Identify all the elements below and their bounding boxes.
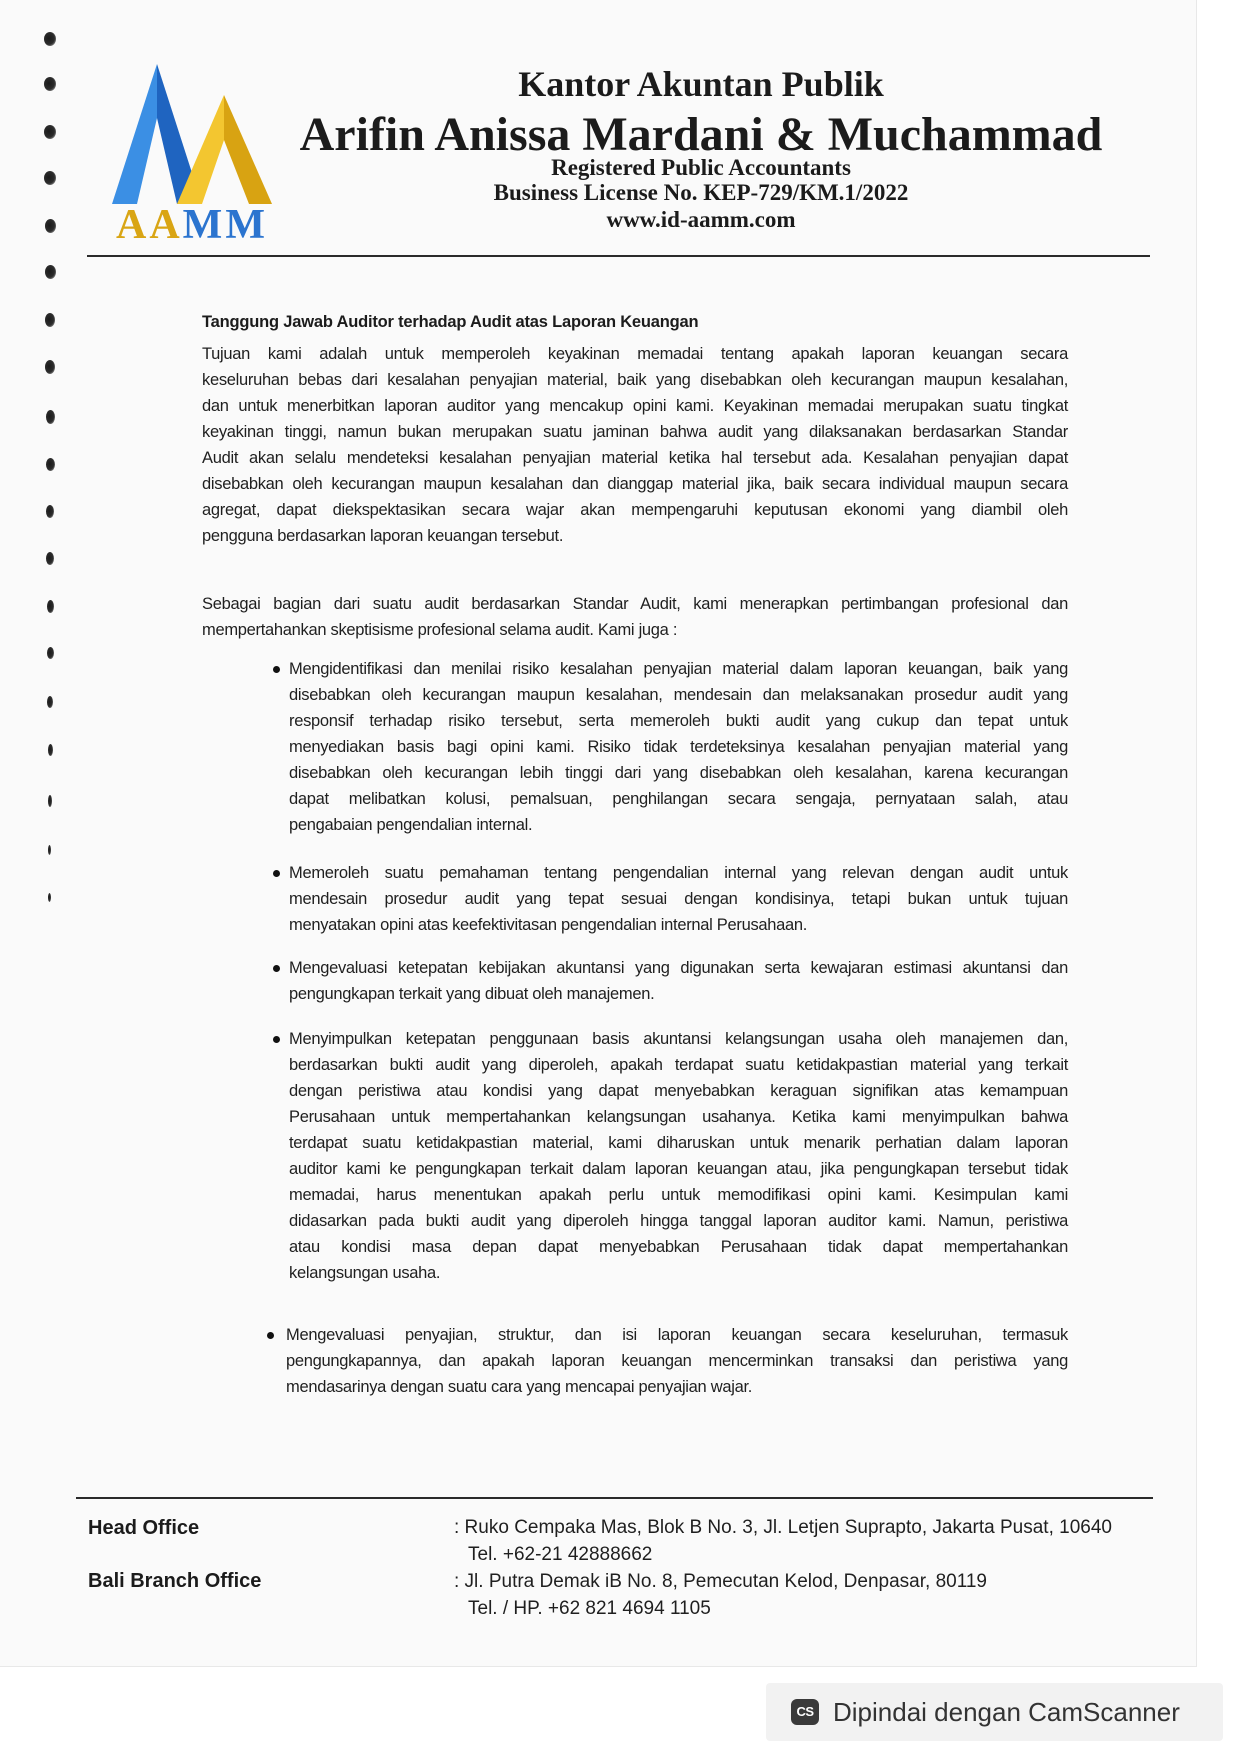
logo-blue-peak-left bbox=[112, 64, 157, 204]
binding-mark bbox=[44, 125, 56, 139]
logo-text-gold: AA bbox=[116, 202, 183, 248]
text-line: terdapat suatu ketidakpastian material, kami diharuskan untuk menarik perhatian dalam laporan bbox=[289, 1134, 1068, 1152]
bullet-item bbox=[289, 1026, 1068, 1286]
binding-mark bbox=[45, 219, 56, 233]
text-line: mendesain prosedur audit yang tepat sesuai dengan kondisinya, tetapi bukan untuk tujuan bbox=[289, 890, 1068, 908]
text-line: dapat melibatkan kolusi, pemalsuan, penghilangan secara sengaja, pernyataan salah, atau bbox=[289, 790, 1068, 808]
text-line: Menyimpulkan ketepatan penggunaan basis akuntansi kelangsungan usaha oleh manajemen dan, bbox=[289, 1030, 1068, 1048]
text-line: keyakinan tinggi, namun bukan merupakan suatu jaminan bahwa audit yang dilaksanakan berdasarkan Standar bbox=[202, 423, 1068, 441]
logo-gold-peak-right bbox=[224, 95, 272, 204]
bullet-marker bbox=[267, 1332, 274, 1339]
binding-mark bbox=[46, 410, 55, 424]
text-line: menyatakan opini atas keefektivitasan pengendalian internal Perusahaan. bbox=[289, 916, 808, 934]
license-number: Business License No. KEP-729/KM.1/2022 bbox=[493, 180, 909, 205]
bullet-item bbox=[289, 860, 1068, 938]
text-line: keseluruhan bebas dari kesalahan penyajian material, baik yang disebabkan oleh kecurangan maupun kesalahan, bbox=[202, 371, 1068, 389]
text-line: pengabaian pengendalian internal. bbox=[289, 816, 533, 834]
binding-mark bbox=[46, 552, 54, 565]
bullet-marker bbox=[273, 1036, 280, 1043]
bullet-item bbox=[289, 955, 1068, 1007]
office-phone: Tel. +62-21 42888662 bbox=[468, 1544, 653, 1565]
text-line: Sebagai bagian dari suatu audit berdasarkan Standar Audit, kami menerapkan pertimbangan profesional dan bbox=[202, 595, 1068, 613]
binding-mark bbox=[45, 265, 56, 279]
binding-mark bbox=[48, 744, 53, 756]
header-divider bbox=[87, 255, 1150, 257]
company-logo bbox=[110, 58, 280, 250]
text-line: Mengevaluasi ketepatan kebijakan akuntansi yang digunakan serta kewajaran estimasi akuntansi dan bbox=[289, 959, 1068, 977]
bullet-item bbox=[286, 1322, 1068, 1400]
binding-mark bbox=[46, 505, 54, 518]
binding-mark bbox=[48, 795, 52, 807]
bullet-marker bbox=[273, 965, 280, 972]
logo-wordmark bbox=[116, 202, 268, 248]
text-line: pengguna berdasarkan laporan keuangan tersebut. bbox=[202, 527, 564, 545]
footer-divider bbox=[76, 1497, 1153, 1499]
text-line: kelangsungan usaha. bbox=[289, 1264, 441, 1282]
text-line: memadai, harus menentukan apakah perlu untuk memodifikasi opini kami. Kesimpulan kami bbox=[289, 1186, 1068, 1204]
bullet-marker bbox=[273, 666, 280, 673]
binding-mark bbox=[44, 32, 56, 46]
text-line: pengungkapan terkait yang dibuat oleh manajemen. bbox=[289, 985, 655, 1003]
text-line: mempertahankan skeptisisme profesional selama audit. Kami juga : bbox=[202, 621, 678, 639]
binding-mark bbox=[48, 893, 51, 902]
text-line: pengungkapannya, dan apakah laporan keuangan mencerminkan transaksi dan peristiwa yang bbox=[286, 1352, 1068, 1370]
bullet-marker bbox=[273, 870, 280, 877]
text-line: Tujuan kami adalah untuk memperoleh keyakinan memadai tentang apakah laporan keuangan secara bbox=[202, 345, 1068, 363]
binding-mark bbox=[47, 647, 54, 659]
binding-mark bbox=[45, 360, 55, 374]
office-label: Head Office bbox=[88, 1517, 200, 1539]
section-heading: Tanggung Jawab Auditor terhadap Audit atas Laporan Keuangan bbox=[202, 313, 699, 331]
binding-mark bbox=[48, 845, 51, 855]
paragraph bbox=[202, 591, 1068, 643]
text-line: auditor kami ke pengungkapan terkait dalam laporan keuangan atau, jika pengungkapan tersebut tidak bbox=[289, 1160, 1068, 1178]
office-address: : Ruko Cempaka Mas, Blok B No. 3, Jl. Letjen Suprapto, Jakarta Pusat, 10640 bbox=[454, 1517, 1112, 1538]
firm-name: Arifin Anissa Mardani & Muchammad bbox=[299, 108, 1103, 161]
text-line: Memeroleh suatu pemahaman tentang pengendalian internal yang relevan dengan audit untuk bbox=[289, 864, 1068, 882]
binding-mark bbox=[47, 600, 54, 613]
text-line: Mengevaluasi penyajian, struktur, dan isi laporan keuangan secara keseluruhan, termasuk bbox=[286, 1326, 1068, 1344]
text-line: berdasarkan bukti audit yang diperoleh, apakah terdapat suatu ketidakpastian material yang terkait bbox=[289, 1056, 1068, 1074]
camscanner-icon: CS bbox=[791, 1699, 819, 1725]
text-line: dan untuk menerbitkan laporan auditor yang mencakup opini kami. Keyakinan memadai merupakan suatu tingkat bbox=[202, 397, 1068, 415]
text-line: Audit akan selalu mendeteksi kesalahan penyajian material ketika hal tersebut ada. Kesalahan penyajian dapat bbox=[202, 449, 1068, 467]
text-line: dengan peristiwa atau kondisi yang dapat menyebabkan keraguan signifikan atas kemampuan bbox=[289, 1082, 1068, 1100]
text-line: mendasarinya dengan suatu cara yang mencapai penyajian wajar. bbox=[286, 1378, 753, 1396]
binding-mark bbox=[44, 171, 56, 185]
binding-mark bbox=[44, 77, 56, 91]
binding-mark bbox=[47, 696, 53, 708]
scan-watermark-label: Dipindai dengan CamScanner bbox=[833, 1697, 1180, 1727]
paragraph bbox=[202, 341, 1068, 549]
text-line: disebabkan oleh kecurangan maupun kesalahan dan dianggap material jika, baik secara individual maupun secara bbox=[202, 475, 1068, 493]
scan-watermark-badge bbox=[766, 1683, 1223, 1741]
office-type-title: Kantor Akuntan Publik bbox=[518, 64, 884, 104]
text-line: disebabkan oleh kecurangan lebih tinggi dari yang disebabkan oleh kesalahan, karena kecurangan bbox=[289, 764, 1068, 782]
text-line: Mengidentifikasi dan menilai risiko kesalahan penyajian material dalam laporan keuangan, baik yang bbox=[289, 660, 1068, 678]
office-address: : Jl. Putra Demak iB No. 8, Pemecutan Kelod, Denpasar, 80119 bbox=[454, 1571, 987, 1592]
office-label: Bali Branch Office bbox=[88, 1570, 262, 1592]
text-line: didasarkan pada bukti audit yang diperoleh hingga tanggal laporan auditor kami. Namun, peristiwa bbox=[289, 1212, 1068, 1230]
text-line: agregat, dapat diekspektasikan secara wajar akan mempengaruhi keputusan ekonomi yang diambil oleh bbox=[202, 501, 1068, 519]
text-line: atau kondisi masa depan dapat menyebabkan Perusahaan tidak dapat mempertahankan bbox=[289, 1238, 1068, 1256]
office-phone: Tel. / HP. +62 821 4694 1105 bbox=[468, 1598, 711, 1619]
binding-mark bbox=[46, 458, 55, 471]
text-line: responsif terhadap risiko tersebut, serta memeroleh bukti audit yang cukup dan tepat untuk bbox=[289, 712, 1068, 730]
logo-text-blue: MM bbox=[182, 202, 268, 248]
website: www.id-aamm.com bbox=[606, 207, 796, 232]
bullet-item bbox=[289, 656, 1068, 838]
text-line: disebabkan oleh kecurangan maupun kesalahan, mendesain dan melaksanakan prosedur audit yang bbox=[289, 686, 1068, 704]
binding-mark bbox=[45, 313, 55, 327]
text-line: menyediakan basis bagi opini kami. Risiko tidak terdeteksinya kesalahan penyajian material yang bbox=[289, 738, 1068, 756]
text-line: Perusahaan untuk mempertahankan kelangsungan usahanya. Ketika kami menyimpulkan bahwa bbox=[289, 1108, 1068, 1126]
designation: Registered Public Accountants bbox=[551, 155, 851, 180]
